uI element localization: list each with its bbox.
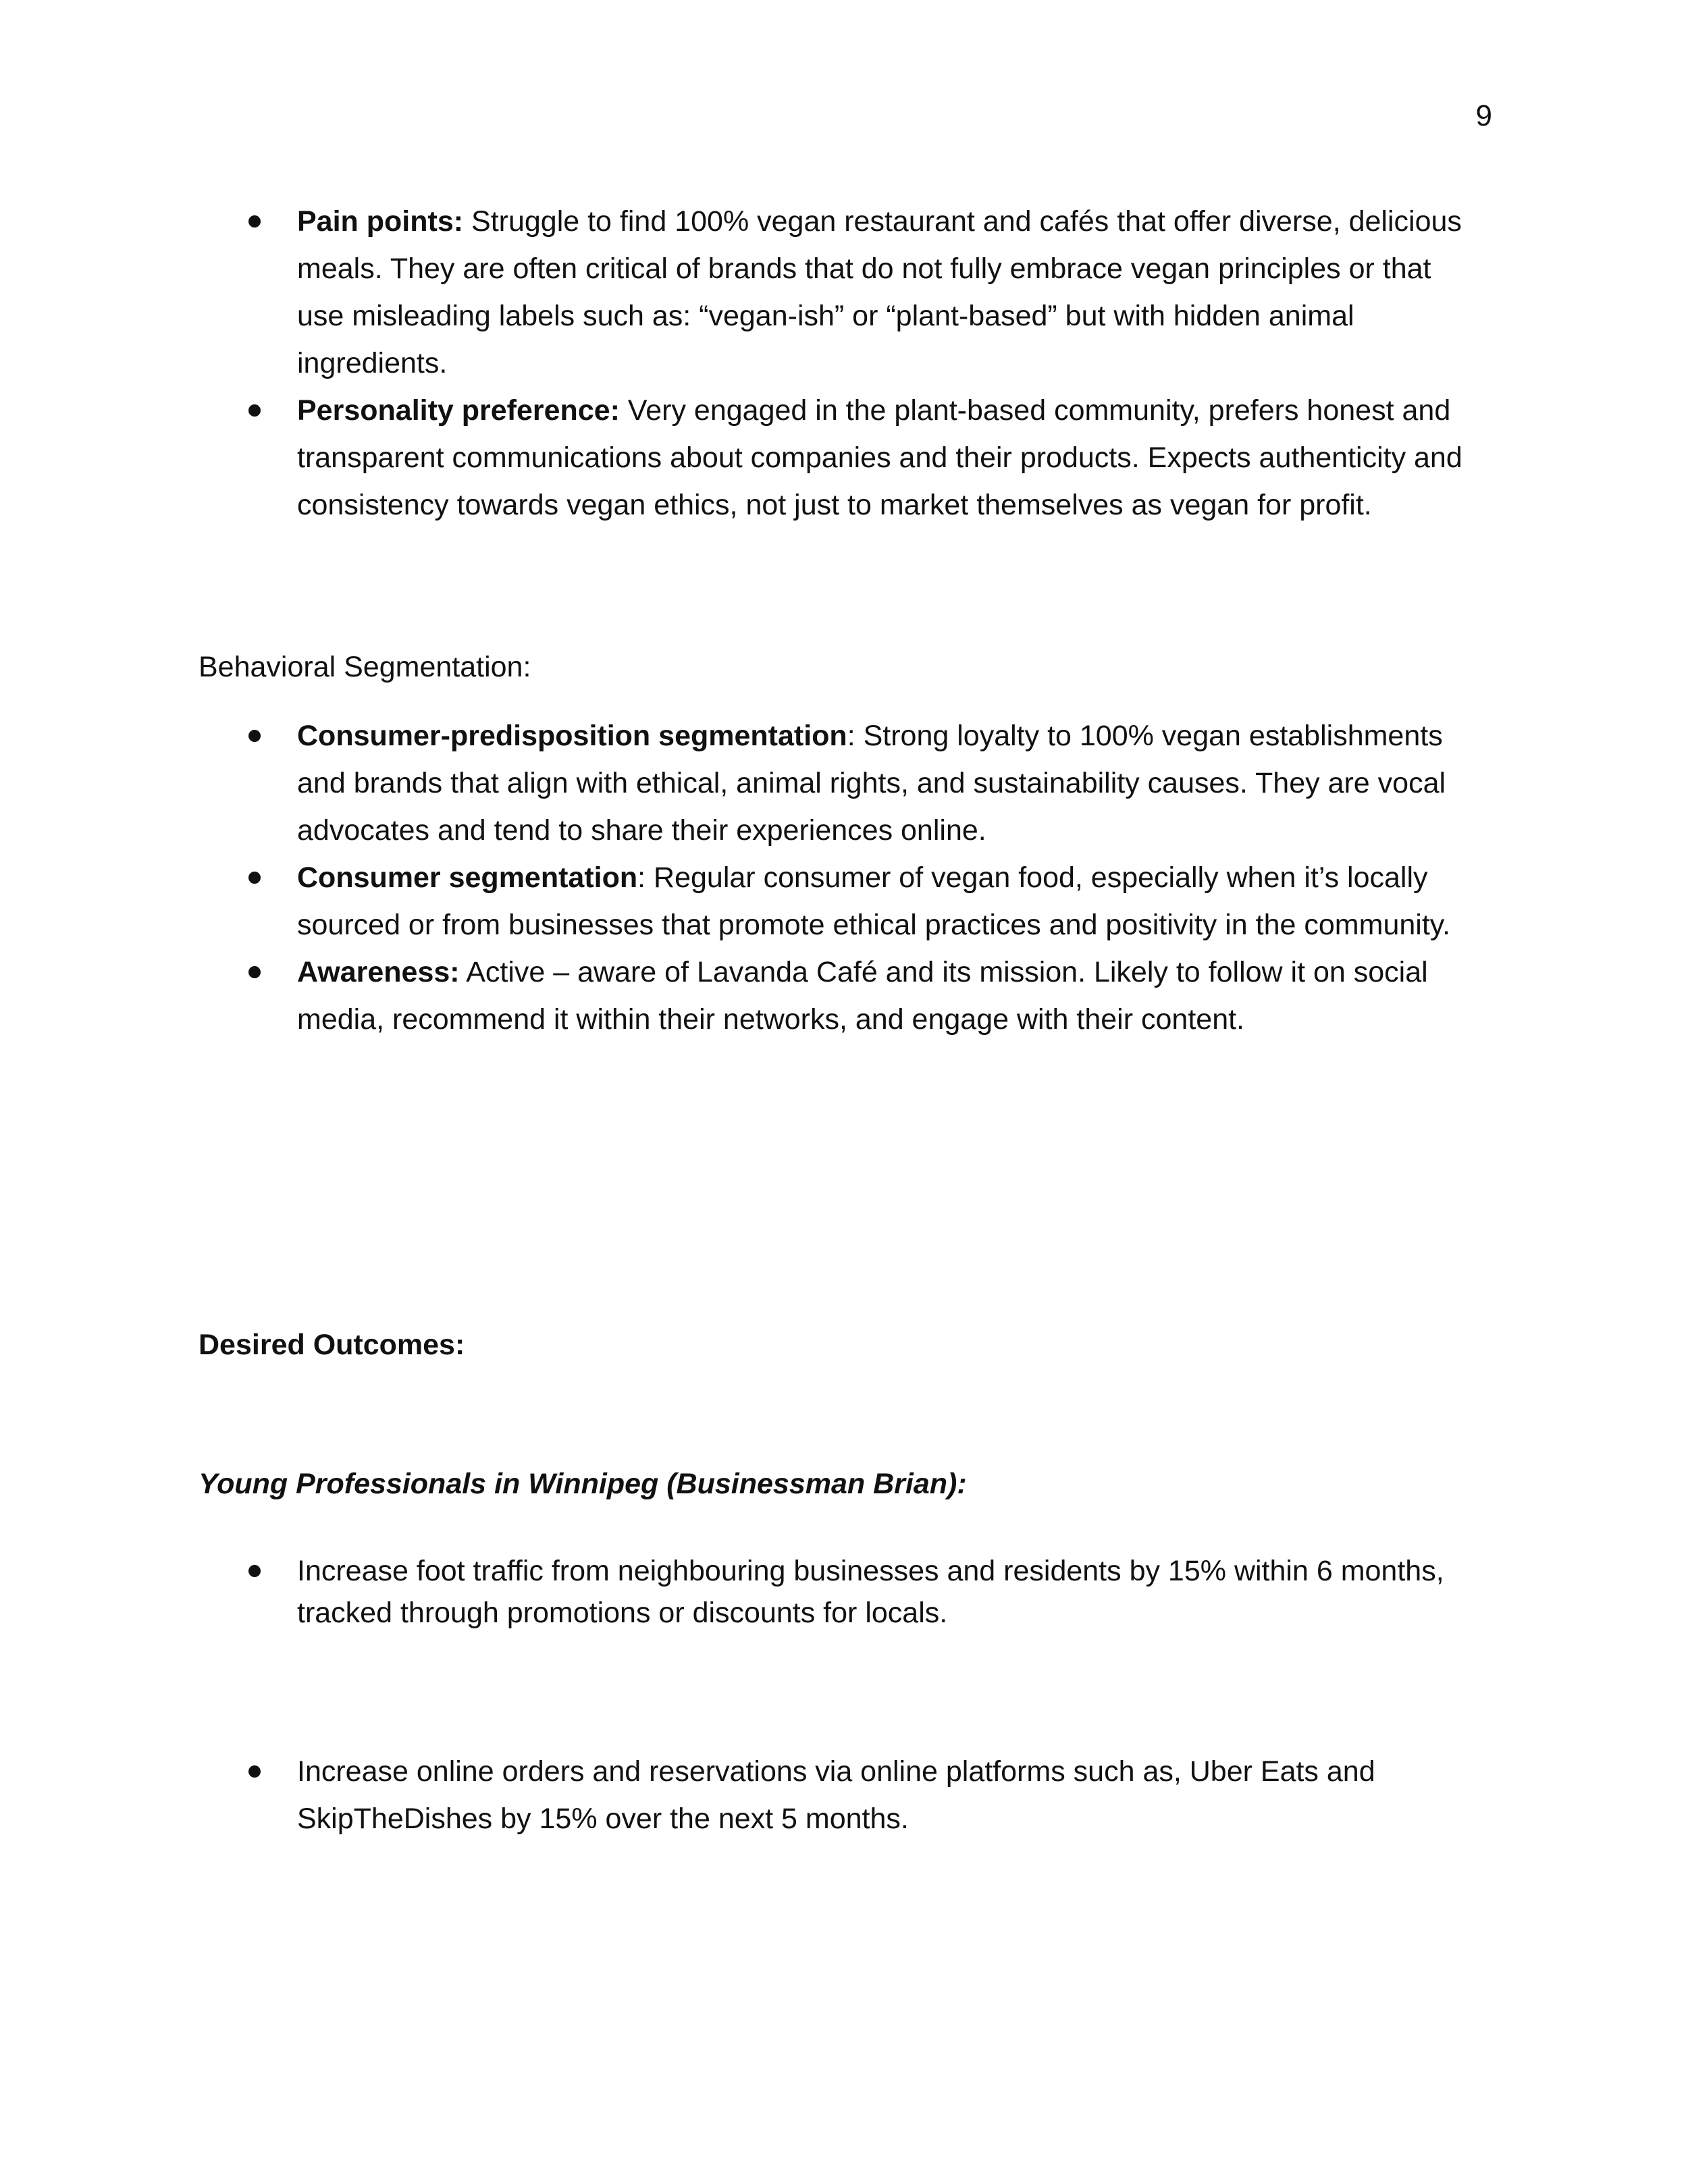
bullet-icon	[248, 1565, 261, 1577]
psychographic-section	[199, 198, 1481, 529]
bullet-label: Personality preference:	[297, 394, 620, 427]
bullet-icon	[248, 966, 261, 978]
bullet-label: Awareness:	[297, 956, 460, 988]
list-item	[199, 387, 1481, 529]
list-item	[199, 1748, 1481, 1842]
bullet-label: Consumer-predisposition segmentation	[297, 720, 847, 752]
outcome-section-1	[199, 1550, 1481, 1634]
bullet-text: : Regular consumer of vegan food, especially when it’s locally sourced or from businesses that promote ethical practices and positivity in the community.	[297, 861, 1451, 941]
bullet-icon	[248, 730, 261, 742]
bullet-text: Struggle to find 100% vegan restaurant and cafés that offer diverse, delicious meals. They are often critical of brands that do not fully embrace vegan principles or that use misleading labels such as: “vegan-ish” or “plant-based” but with hidden animal ingredients.	[297, 205, 1462, 379]
list-item	[199, 712, 1481, 854]
psychographic-list	[199, 198, 1481, 529]
bullet-icon	[248, 872, 261, 884]
bullet-text: Active – aware of Lavanda Café and its mission. Likely to follow it on social media, recommend it within their networks, and engage with their content.	[297, 956, 1428, 1036]
outcome-list	[199, 1748, 1481, 1842]
list-item	[199, 198, 1481, 387]
outcome-section-2	[199, 1748, 1481, 1842]
desired-outcomes-heading: Desired Outcomes:	[199, 1329, 465, 1361]
bullet-icon	[248, 1765, 261, 1778]
bullet-text: : Strong loyalty to 100% vegan establishments and brands that align with ethical, animal rights, and sustainability causes. They are vocal advocates and tend to share their experiences online.	[297, 720, 1446, 847]
bullet-icon	[248, 404, 261, 417]
bullet-label: Pain points:	[297, 205, 464, 238]
list-item	[199, 854, 1481, 949]
behavioral-list	[199, 712, 1481, 1043]
behavioral-section	[199, 712, 1481, 1043]
page-number: 9	[1475, 99, 1492, 132]
outcome-list	[199, 1550, 1481, 1634]
list-item	[199, 1550, 1481, 1634]
list-item	[199, 949, 1481, 1043]
behavioral-heading: Behavioral Segmentation:	[199, 651, 531, 683]
bullet-text: Increase foot traffic from neighbouring businesses and residents by 15% within 6 months, tracked through promotions or discounts for locals.	[297, 1555, 1444, 1629]
bullet-icon	[248, 215, 261, 228]
bullet-label: Consumer segmentation	[297, 861, 638, 894]
bullet-text: Increase online orders and reservations via online platforms such as, Uber Eats and SkipTheDishes by 15% over the next 5 months.	[297, 1755, 1375, 1835]
bullet-text: Very engaged in the plant-based community, prefers honest and transparent communications about companies and their products. Expects authenticity and consistency towards vegan ethics, not just to market themselves as vegan for profit.	[297, 394, 1462, 521]
segment-heading: Young Professionals in Winnipeg (Businessman Brian):	[199, 1468, 967, 1500]
